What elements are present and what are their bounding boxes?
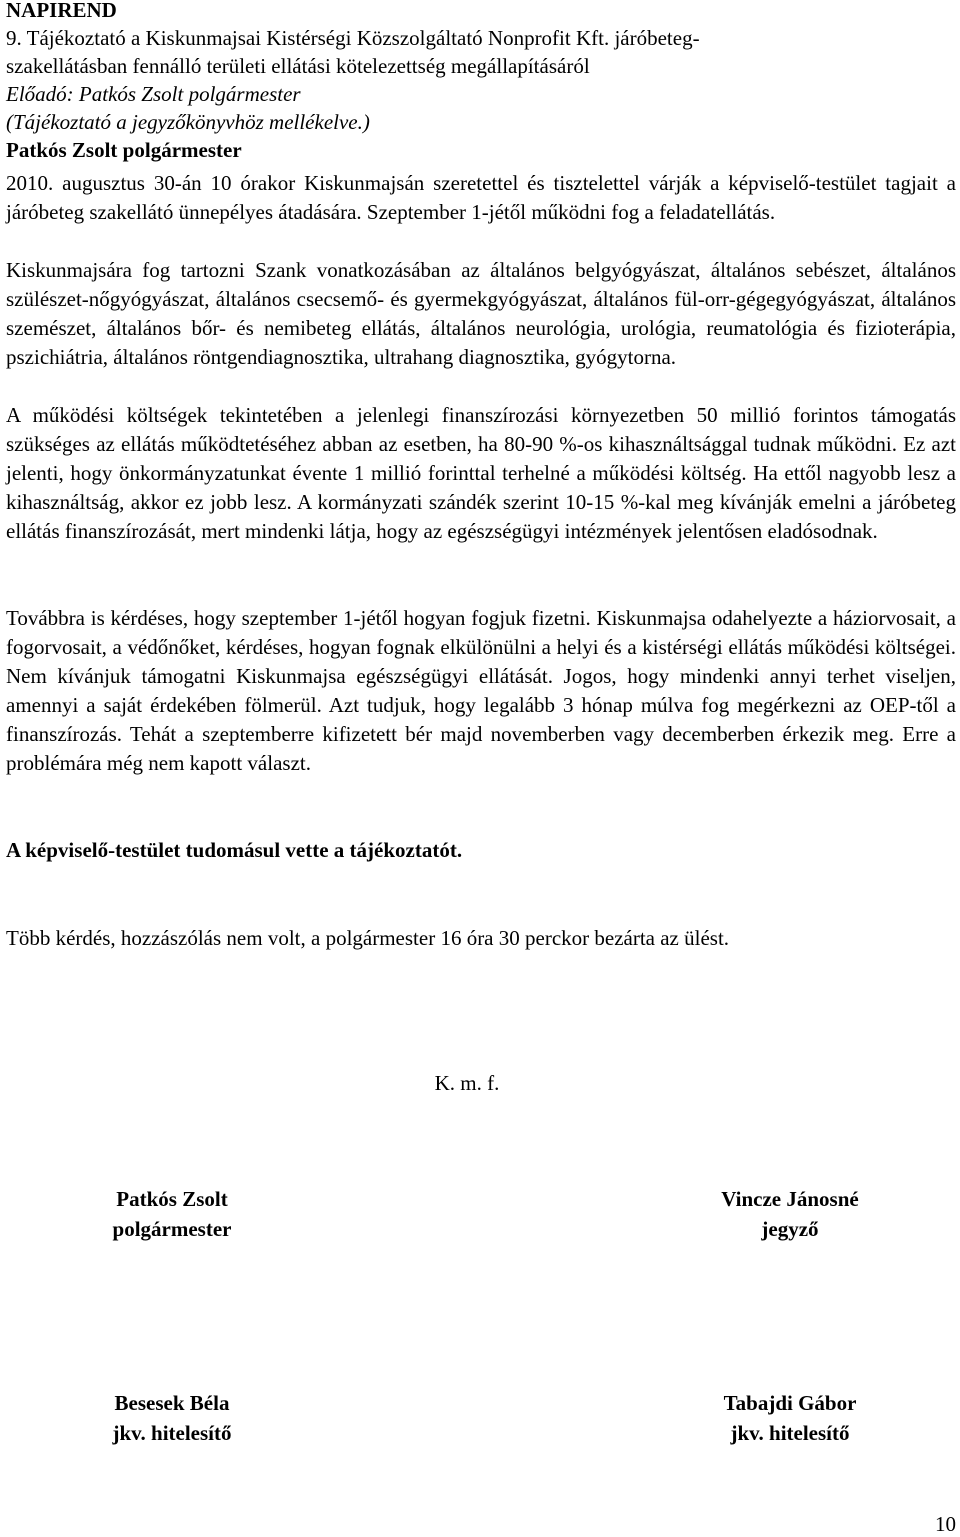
signature-title: jkv. hitelesítő xyxy=(730,1421,850,1445)
agenda-presenter: Előadó: Patkós Zsolt polgármester xyxy=(6,82,301,106)
agenda-item-line1: 9. Tájékoztató a Kiskunmajsai Kistérségi Közszolgáltató Nonprofit Kft. járóbeteg- xyxy=(6,26,700,50)
signature-authenticator-2 xyxy=(700,1388,880,1448)
kmf-mark: K. m. f. xyxy=(434,1071,500,1095)
signature-authenticator-1 xyxy=(92,1388,252,1448)
speaker-name: Patkós Zsolt polgármester xyxy=(6,138,242,162)
agenda-block xyxy=(6,0,956,164)
agenda-attachment-note: (Tájékoztató a jegyzőkönyvhöz mellékelve.) xyxy=(6,110,370,134)
closing-statement: Több kérdés, hozzászólás nem volt, a polgármester 16 óra 30 perckor bezárta az ülést. xyxy=(6,926,730,950)
paragraph-operating-costs: A működési költségek tekintetében a jelenlegi finanszírozási környezetben 50 millió forintos támogatás szükséges az ellátás működtetéséhez abban az esetben, ha 80-90 %-os kihasználtsággal tudnak működni. Ez azt jelenti, hogy önkormányzatunkat évente 1 millió forinttal terhelné a működési költség. Ha ettől nagyobb lesz a kihasználtság, akkor ez jobb lesz. A kormányzati szándék szerint 10-15 %-kal meg kívánják emelni a járóbeteg ellátás finanszírozását, mert mindenki látja, hogy az egészségügyi intézmények jelentősen eladósodnak. xyxy=(6,403,956,543)
signature-title: jegyző xyxy=(761,1217,819,1241)
council-decision: A képviselő-testület tudomásul vette a tájékoztatót. xyxy=(6,838,463,862)
paragraph-specialties: Kiskunmajsára fog tartozni Szank vonatkozásában az általános belgyógyászat, általános sebészet, általános szülészet-nőgyógyászat, általános csecsemő- és gyermekgyógyászat, általános fül-orr-gégegyógyászat, általános szemészet, általános bőr- és nemibeteg ellátás, általános neurológia, urológia, reumatológia és fizioterápia, pszichiátria, általános röntgendiagnosztika, ultrahang diagnosztika, gyógytorna. xyxy=(6,258,956,369)
agenda-heading: NAPIREND xyxy=(6,0,117,22)
signature-mayor xyxy=(92,1184,252,1244)
paragraph-opening-date: 2010. augusztus 30-án 10 órakor Kiskunmajsán szeretettel és tisztelettel várják a képviselő-testület tagjait a járóbeteg szakellátó ünnepélyes átadására. Szeptember 1-jétől működni fog a feladatellátás. xyxy=(6,171,956,224)
signature-notary xyxy=(700,1184,880,1244)
page-number: 10 xyxy=(935,1512,956,1536)
signature-name: Vincze Jánosné xyxy=(721,1187,859,1211)
paragraph-financing-questions: Továbbra is kérdéses, hogy szeptember 1-jétől hogyan fogjuk fizetni. Kiskunmajsa odahelyezte a háziorvosait, a fogorvosait, a védőnőket, kérdéses, hogyan fognak elkülönülni a helyi és a kistérségi ellátás működési költségei. Nem kívánjuk támogatni Kiskunmajsa egészségügyi ellátását. Jogos, hogy mindenki annyi terhet viseljen, amennyi a saját érdekében fölmerül. Azt tudjuk, hogy legalább 3 hónap múlva fog megérkezni az OEP-től a finanszírozás. Tehát a szeptemberre kifizetett bér majd novemberben vagy decemberben érkezik meg. Erre a problémára még nem kapott választ. xyxy=(6,606,956,775)
signature-name: Besesek Béla xyxy=(114,1391,230,1415)
signature-name: Patkós Zsolt xyxy=(116,1187,228,1211)
signature-title: polgármester xyxy=(112,1217,232,1241)
signature-name: Tabajdi Gábor xyxy=(723,1391,857,1415)
signature-title: jkv. hitelesítő xyxy=(112,1421,232,1445)
agenda-item-line2: szakellátásban fennálló területi ellátási kötelezettség megállapításáról xyxy=(6,54,590,78)
